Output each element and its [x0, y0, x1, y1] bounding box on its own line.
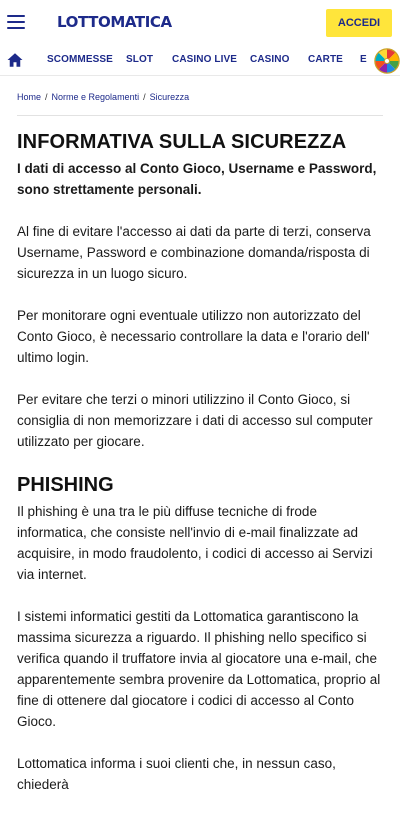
breadcrumb-home[interactable]: Home: [17, 92, 42, 102]
nav-item-casino-live[interactable]: CASINO LIVE: [172, 54, 237, 65]
nav-item-casino[interactable]: CASINO: [250, 54, 290, 65]
hamburger-menu-icon[interactable]: [7, 15, 25, 29]
paragraph-phishing-notice: Lottomatica informa i suoi clienti che, in nessun caso, chiederà: [17, 756, 336, 792]
top-header: [0, 0, 400, 46]
nav-item-scommesse[interactable]: SCOMMESSE: [47, 54, 113, 65]
page-title: INFORMATIVA SULLA SICUREZZA: [17, 131, 347, 153]
paragraph-minors: Per evitare che terzi o minori utilizzino il Conto Gioco, si consiglia di non memorizzare i dati di accesso sul computer utilizzato per giocare.: [17, 392, 373, 449]
nav-item-slot[interactable]: SLOT: [126, 54, 154, 65]
paragraph-credentials: Al fine di evitare l'accesso ai dati da parte di terzi, conserva Username, Password e combinazione domanda/risposta di sicurezza in un luogo sicuro.: [17, 224, 371, 281]
paragraph-phishing-details: I sistemi informatici gestiti da Lottomatica garantiscono la massima sicurezza a riguardo. Il phishing nello specifico si verifica quando il truffatore invia al giocatore una e-mail, che apparentemente sembra provenire da Lottomatica, proprio al fine di ottenere dal giocatore i codici di accesso al Conto Gioco.: [17, 609, 381, 729]
nav-item-carte[interactable]: CARTE: [308, 54, 343, 65]
breadcrumb: [17, 92, 189, 102]
wheel-of-fortune-icon[interactable]: [374, 48, 400, 74]
nav-item-overflow[interactable]: E: [360, 54, 367, 65]
main-content: [17, 130, 387, 816]
breadcrumb-separator: /: [143, 92, 146, 102]
lead-paragraph: I dati di accesso al Conto Gioco, Username e Password, sono strettamente personali.: [17, 161, 377, 197]
phishing-title: PHISHING: [17, 474, 114, 496]
paragraph-monitoring: Per monitorare ogni eventuale utilizzo non autorizzato del Conto Gioco, è necessario controllare la data e l'orario dell' ultimo login.: [17, 308, 370, 365]
lottomatica-logo[interactable]: LOTTOMATICA: [57, 13, 172, 31]
home-icon[interactable]: [6, 51, 24, 69]
login-button[interactable]: ACCEDI: [326, 9, 392, 37]
breadcrumb-norme[interactable]: Norme e Regolamenti: [51, 92, 140, 102]
breadcrumb-divider: [17, 115, 383, 116]
paragraph-phishing-definition: Il phishing è una tra le più diffuse tecniche di frode informatica, che consiste nell'invio di e-mail finalizzate ad acquisire, in modo fraudolento, i codici di accesso ai Servizi via internet.: [17, 504, 373, 582]
breadcrumb-separator: /: [45, 92, 48, 102]
category-nav: [0, 46, 400, 76]
breadcrumb-current: Sicurezza: [149, 92, 190, 102]
